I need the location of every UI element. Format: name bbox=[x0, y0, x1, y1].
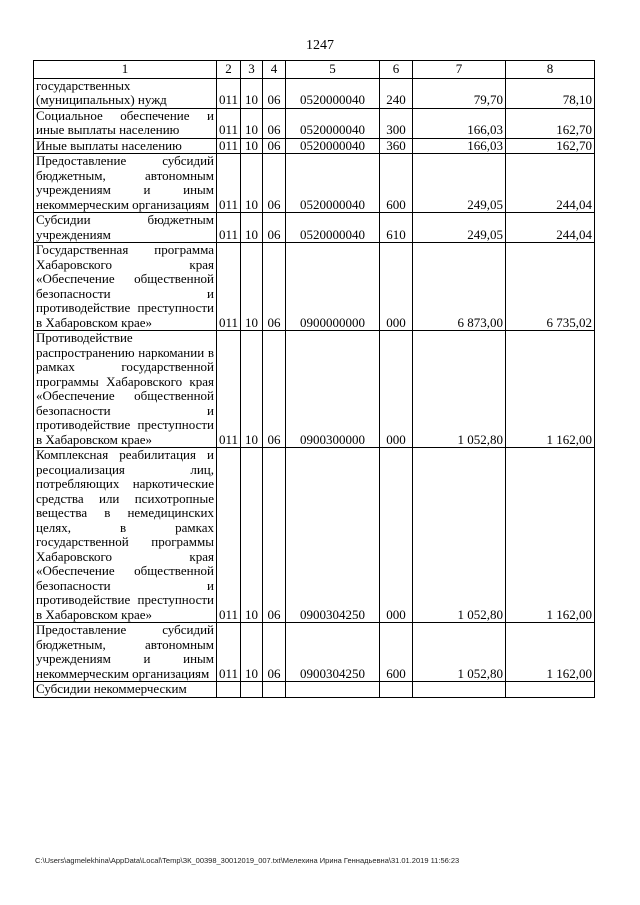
cell-c3: 10 bbox=[241, 138, 263, 154]
cell-c2: 011 bbox=[217, 154, 241, 213]
cell-c7 bbox=[413, 682, 506, 698]
cell-c5: 0900000000 bbox=[286, 243, 380, 331]
cell-c4: 06 bbox=[263, 243, 286, 331]
row-name: Противодействие распространению наркомании в рамках государственной программы Хабаровского края «Обеспечение общественной безопасности и противодействие преступности в Хабаровском крае» bbox=[34, 331, 217, 448]
table-header-row bbox=[34, 61, 595, 79]
cell-c5: 0520000040 bbox=[286, 213, 380, 243]
table-row bbox=[34, 154, 595, 213]
cell-c6: 600 bbox=[380, 154, 413, 213]
column-header: 5 bbox=[286, 61, 380, 79]
cell-c2: 011 bbox=[217, 138, 241, 154]
cell-c7: 6 873,00 bbox=[413, 243, 506, 331]
row-name: Социальное обеспечение и иные выплаты населению bbox=[34, 108, 217, 138]
column-header: 4 bbox=[263, 61, 286, 79]
row-name: государственных (муниципальных) нужд bbox=[34, 78, 217, 108]
cell-c4: 06 bbox=[263, 331, 286, 448]
cell-c3: 10 bbox=[241, 331, 263, 448]
cell-c5: 0520000040 bbox=[286, 108, 380, 138]
cell-c6: 610 bbox=[380, 213, 413, 243]
cell-c6 bbox=[380, 682, 413, 698]
cell-c2: 011 bbox=[217, 243, 241, 331]
cell-c7: 166,03 bbox=[413, 108, 506, 138]
cell-c6: 000 bbox=[380, 331, 413, 448]
cell-c6: 000 bbox=[380, 243, 413, 331]
table-row bbox=[34, 682, 595, 698]
cell-c4: 06 bbox=[263, 154, 286, 213]
cell-c8: 78,10 bbox=[506, 78, 595, 108]
row-name: Субсидии некоммерческим bbox=[34, 682, 217, 698]
column-header: 8 bbox=[506, 61, 595, 79]
cell-c8: 1 162,00 bbox=[506, 331, 595, 448]
table-row bbox=[34, 448, 595, 623]
cell-c3: 10 bbox=[241, 623, 263, 682]
cell-c2 bbox=[217, 682, 241, 698]
cell-c6: 000 bbox=[380, 448, 413, 623]
column-header: 7 bbox=[413, 61, 506, 79]
cell-c2: 011 bbox=[217, 331, 241, 448]
cell-c5: 0520000040 bbox=[286, 78, 380, 108]
cell-c3: 10 bbox=[241, 213, 263, 243]
cell-c7: 1 052,80 bbox=[413, 331, 506, 448]
cell-c2: 011 bbox=[217, 213, 241, 243]
cell-c3: 10 bbox=[241, 108, 263, 138]
table-row bbox=[34, 108, 595, 138]
cell-c3: 10 bbox=[241, 243, 263, 331]
row-name: Предоставление субсидий бюджетным, автономным учреждениям и иным некоммерческим организациям bbox=[34, 154, 217, 213]
row-name: Иные выплаты населению bbox=[34, 138, 217, 154]
cell-c5 bbox=[286, 682, 380, 698]
cell-c5: 0900300000 bbox=[286, 331, 380, 448]
table-row bbox=[34, 213, 595, 243]
cell-c5: 0520000040 bbox=[286, 138, 380, 154]
cell-c8 bbox=[506, 682, 595, 698]
cell-c4: 06 bbox=[263, 213, 286, 243]
cell-c4: 06 bbox=[263, 108, 286, 138]
row-name: Предоставление субсидий бюджетным, автономным учреждениям и иным некоммерческим организациям bbox=[34, 623, 217, 682]
cell-c3: 10 bbox=[241, 448, 263, 623]
cell-c5: 0520000040 bbox=[286, 154, 380, 213]
cell-c8: 162,70 bbox=[506, 108, 595, 138]
row-name: Комплексная реабилитация и ресоциализация лиц, потребляющих наркотические средства или психотропные вещества в немедицинских целях, в рамках государственной программы Хабаровского края «Обеспечение общественной безопасности и противодействие преступности в Хабаровском крае» bbox=[34, 448, 217, 623]
row-name: Государственная программа Хабаровского края «Обеспечение общественной безопасности и противодействие преступности в Хабаровском крае» bbox=[34, 243, 217, 331]
cell-c8: 162,70 bbox=[506, 138, 595, 154]
table-row bbox=[34, 623, 595, 682]
cell-c8: 6 735,02 bbox=[506, 243, 595, 331]
cell-c4: 06 bbox=[263, 448, 286, 623]
page-number: 1247 bbox=[306, 38, 334, 53]
cell-c7: 166,03 bbox=[413, 138, 506, 154]
row-name: Субсидии бюджетным учреждениям bbox=[34, 213, 217, 243]
column-header: 3 bbox=[241, 61, 263, 79]
cell-c8: 244,04 bbox=[506, 213, 595, 243]
cell-c6: 360 bbox=[380, 138, 413, 154]
cell-c2: 011 bbox=[217, 623, 241, 682]
cell-c7: 249,05 bbox=[413, 213, 506, 243]
cell-c4: 06 bbox=[263, 138, 286, 154]
cell-c4: 06 bbox=[263, 623, 286, 682]
cell-c4 bbox=[263, 682, 286, 698]
cell-c2: 011 bbox=[217, 108, 241, 138]
column-header: 1 bbox=[34, 61, 217, 79]
cell-c7: 1 052,80 bbox=[413, 448, 506, 623]
cell-c7: 79,70 bbox=[413, 78, 506, 108]
cell-c3: 10 bbox=[241, 154, 263, 213]
cell-c7: 1 052,80 bbox=[413, 623, 506, 682]
table-row bbox=[34, 243, 595, 331]
cell-c2: 011 bbox=[217, 78, 241, 108]
table-row bbox=[34, 138, 595, 154]
column-header: 2 bbox=[217, 61, 241, 79]
cell-c6: 600 bbox=[380, 623, 413, 682]
budget-table bbox=[33, 60, 595, 698]
cell-c3: 10 bbox=[241, 78, 263, 108]
cell-c2: 011 bbox=[217, 448, 241, 623]
file-path-footer: C:\Users\agmelekhina\AppData\Local\Temp\ЗК_00398_30012019_007.txt\Мелехина Ирина Геннадьевна\31.01.2019 11:56:23 bbox=[35, 856, 460, 865]
cell-c8: 244,04 bbox=[506, 154, 595, 213]
table-row bbox=[34, 78, 595, 108]
cell-c8: 1 162,00 bbox=[506, 448, 595, 623]
cell-c8: 1 162,00 bbox=[506, 623, 595, 682]
cell-c6: 240 bbox=[380, 78, 413, 108]
cell-c5: 0900304250 bbox=[286, 448, 380, 623]
column-header: 6 bbox=[380, 61, 413, 79]
cell-c6: 300 bbox=[380, 108, 413, 138]
cell-c4: 06 bbox=[263, 78, 286, 108]
cell-c3 bbox=[241, 682, 263, 698]
table-row bbox=[34, 331, 595, 448]
cell-c5: 0900304250 bbox=[286, 623, 380, 682]
cell-c7: 249,05 bbox=[413, 154, 506, 213]
